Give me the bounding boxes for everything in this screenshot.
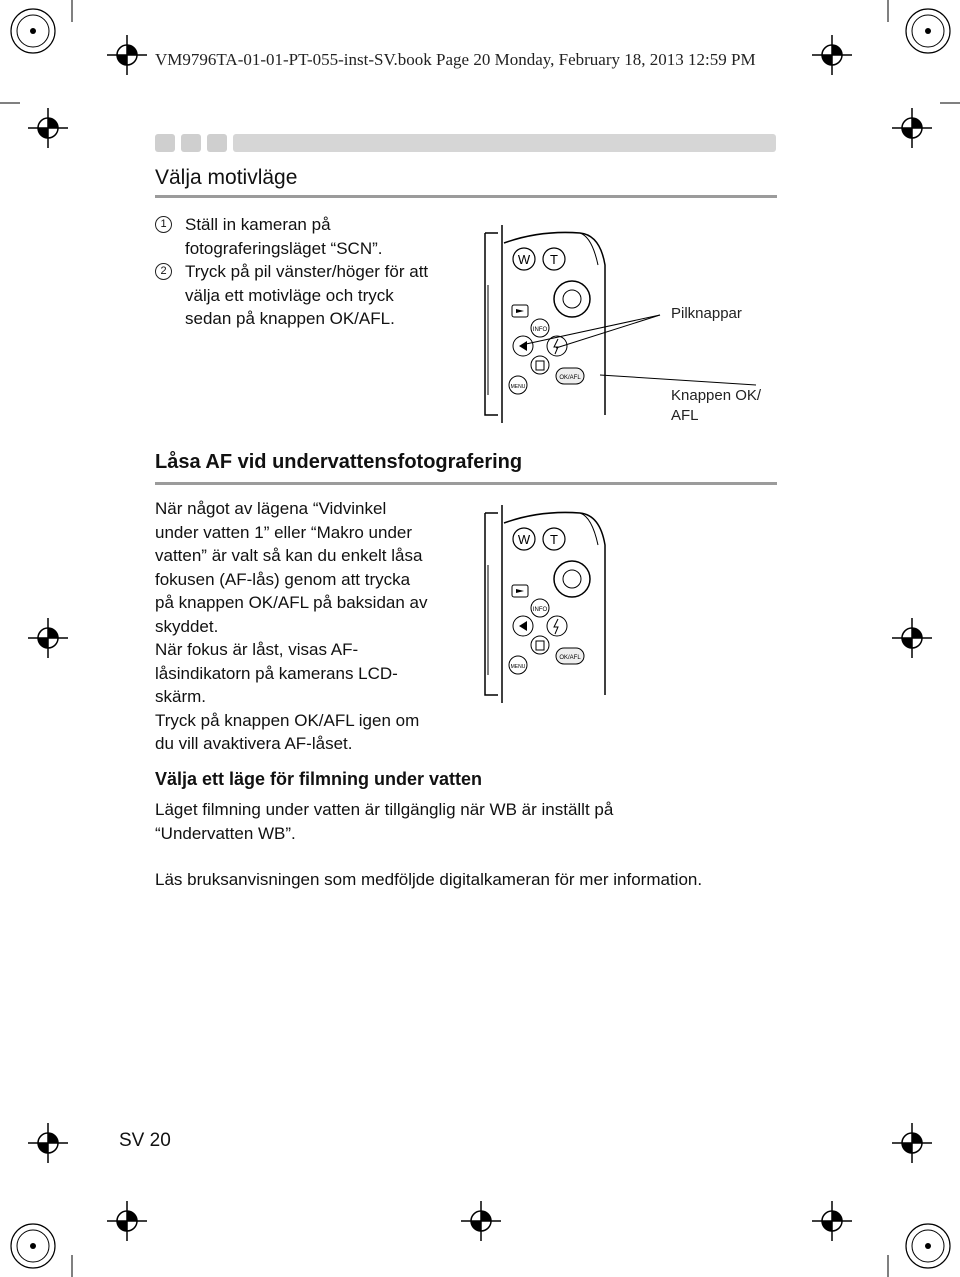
- zoom-w-label: W: [517, 532, 531, 547]
- section-divider: [155, 482, 777, 485]
- manual-reference-note: Läs bruksanvisningen som medföljde digitalkameran för mer information.: [155, 870, 703, 889]
- ok-afl-label: OK/AFL: [559, 655, 581, 661]
- steps-list: [155, 213, 485, 331]
- header-block-3: [207, 134, 227, 152]
- paragraph-line: När fokus är låst, visas AF-: [155, 640, 359, 659]
- step-text-line: Tryck på pil vänster/höger för att: [185, 262, 429, 281]
- camera-back-illustration-2: [480, 505, 610, 703]
- step-text-line: välja ett motivläge och tryck: [185, 285, 394, 305]
- paragraph-line: under vatten 1” eller “Makro under: [155, 522, 413, 542]
- section-title-underwater-movie: Välja ett läge för filmning under vatten: [155, 769, 483, 789]
- section-title-af-lock: Låsa AF vid undervattensfotografering: [155, 451, 523, 473]
- paragraph-line: vatten” är valt så kan du enkelt låsa: [155, 546, 423, 565]
- paragraph-line: på knappen OK/AFL på baksidan av: [155, 593, 428, 612]
- paragraph-line: fokusen (AF-lås) genom att trycka: [155, 569, 411, 589]
- section-title-scene-mode: Välja motivläge: [155, 166, 298, 189]
- book-header-line: VM9796TA-01-01-PT-055-inst-SV.book Page 20 Monday, February 18, 2013 12:59 PM: [155, 50, 756, 69]
- step-number: 1: [155, 216, 172, 233]
- info-label: INFO: [532, 327, 548, 333]
- zoom-t-label: T: [550, 532, 558, 547]
- header-block-1: [155, 134, 175, 152]
- header-block-2: [181, 134, 201, 152]
- menu-label: MENU: [510, 664, 526, 670]
- info-label: INFO: [532, 607, 548, 613]
- callout-line: Knappen OK/: [671, 387, 762, 404]
- section-divider: [155, 195, 777, 198]
- step-text-line: fotograferingsläget “SCN”.: [185, 238, 383, 258]
- paragraph-line: skyddet.: [155, 616, 219, 636]
- corner-target-tl: [11, 9, 55, 53]
- corner-target-br: [906, 1224, 950, 1268]
- paragraph-line: När något av lägena “Vidvinkel: [155, 499, 387, 518]
- corner-target-bl: [11, 1224, 55, 1268]
- af-lock-paragraph: [155, 497, 485, 756]
- callout-ok-button: [671, 386, 761, 426]
- zoom-t-label: T: [550, 252, 558, 267]
- underwater-movie-text: [155, 798, 795, 845]
- step-1: [155, 213, 485, 260]
- paragraph-line: låsindikatorn på kamerans LCD-: [155, 663, 398, 683]
- step-2: [155, 260, 485, 331]
- corner-target-tr: [906, 9, 950, 53]
- callout-arrow-buttons: Pilknappar: [671, 305, 742, 322]
- paragraph-line: skärm.: [155, 687, 206, 706]
- step-text-line: Ställ in kameran på: [185, 215, 331, 234]
- paragraph-line: “Undervatten WB”.: [155, 823, 296, 843]
- zoom-w-label: W: [517, 252, 531, 267]
- paragraph-line: Läget filmning under vatten är tillgänglig när WB är inställt på: [155, 800, 614, 819]
- page-number: SV 20: [119, 1130, 171, 1151]
- paragraph-line: Tryck på knappen OK/AFL igen om: [155, 710, 420, 730]
- menu-label: MENU: [510, 384, 526, 390]
- header-bar: [233, 134, 776, 152]
- step-number: 2: [155, 263, 172, 280]
- callout-line: AFL: [671, 407, 699, 424]
- paragraph-line: du vill avaktivera AF-låset.: [155, 734, 353, 753]
- step-text-line: sedan på knappen OK/AFL.: [185, 309, 395, 328]
- ok-afl-label: OK/AFL: [559, 375, 581, 381]
